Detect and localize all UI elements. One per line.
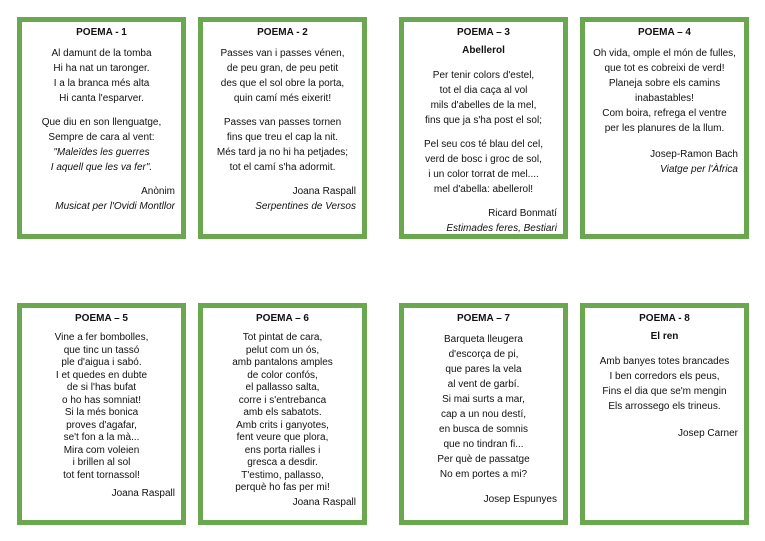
poem-stanza	[28, 332, 175, 482]
poem-title: POEMA – 6	[256, 313, 309, 324]
poem-title: POEMA – 3	[457, 27, 510, 38]
poem-line: Per què de passatge	[437, 454, 530, 465]
poem-line: o ho has somniat!	[62, 394, 141, 406]
poem-stanza	[591, 46, 738, 136]
poem-card-2	[198, 17, 367, 239]
poem-line: Com boira, refrega el ventre	[602, 108, 727, 119]
poem-line: Més tard ja no hi ha petjades;	[216, 147, 349, 158]
poem-stanza	[410, 332, 557, 482]
poem-line: Si la més bonica	[64, 407, 139, 418]
poem-card-7	[399, 303, 568, 525]
poem-line: de color confós,	[247, 369, 318, 381]
poem-line: Hi canta l'esparver.	[59, 93, 144, 104]
poem-line: Planeja sobre els camins	[608, 78, 721, 89]
poem-line: en busca de somnis	[439, 424, 528, 435]
poem-line: el pallasso salta,	[245, 382, 320, 393]
poem-line: Amb crits i ganyotes,	[236, 419, 329, 431]
poem-stanza	[209, 46, 356, 106]
poem-line: Vine a fer bombolles,	[54, 332, 149, 343]
poem-stanza	[410, 68, 557, 128]
poem-line: que tinc un tassó	[63, 344, 140, 356]
poem-line: d'escorça de pi,	[448, 349, 519, 360]
poem-stanza	[410, 137, 557, 197]
poem-line: Passes van passes tornen	[223, 117, 342, 128]
poem-title: POEMA - 2	[257, 27, 308, 38]
poem-line: I aquell que les va fer".	[50, 162, 153, 173]
poem-line: des que el sol obre la porta,	[220, 78, 345, 89]
poem-line: mel d'abella: abellerol!	[433, 184, 534, 195]
poem-card-5	[17, 303, 186, 525]
poem-line: Mira com voleien	[63, 444, 140, 456]
poem-line: No em portes a mi?	[439, 469, 528, 480]
poem-line: perquè ho fas per mi!	[235, 482, 330, 493]
poem-line: que no tindran fi...	[443, 439, 524, 450]
poem-line: cap a un nou destí,	[440, 409, 527, 420]
poem-author: Josep Espunyes	[483, 494, 557, 505]
poem-line: ens porta rialles i	[244, 444, 321, 456]
poem-subtitle: El ren	[650, 331, 679, 342]
poem-line: Els arrossego els trineus.	[608, 401, 721, 412]
poem-title: POEMA – 5	[75, 313, 128, 324]
poem-line: Fins el dia que se'm mengin	[602, 386, 727, 397]
poem-author: Josep-Ramon Bach	[650, 149, 738, 160]
poem-line: i brillen al sol	[72, 457, 131, 468]
poem-line: quin camí més eixerit!	[233, 93, 332, 104]
poem-line: Per tenir colors d'estel,	[432, 70, 535, 81]
poem-title: POEMA – 4	[638, 27, 691, 38]
poem-line: Tot pintat de cara,	[242, 332, 323, 343]
poem-line: Amb banyes totes brancades	[599, 356, 730, 367]
poem-line: al vent de garbí.	[447, 379, 520, 390]
poem-line: Passes van i passes vénen,	[220, 48, 345, 59]
poem-author: Anònim	[141, 186, 175, 197]
poem-stanza	[28, 115, 175, 175]
poem-line: Barqueta lleugera	[444, 334, 523, 345]
poem-line: tot fent tornassol!	[63, 469, 140, 481]
poem-source: Musicat per l'Ovidi Montllor	[55, 201, 175, 212]
poem-line: de peu gran, de peu petit	[226, 63, 339, 74]
poem-line: inabastables!	[635, 93, 694, 104]
poem-line: fent veure que plora,	[236, 432, 329, 443]
poem-line: Al damunt de la tomba	[51, 48, 152, 59]
poem-line: per les planures de la llum.	[604, 123, 725, 134]
poem-line: corre i s'entrebanca	[238, 394, 327, 406]
poem-source: Viatge per l'Àfrica	[660, 164, 738, 175]
poem-line: proves d'agafar,	[66, 419, 137, 431]
poem-line: Hi ha nat un taronger.	[53, 63, 150, 74]
poem-line: I ben corredors els peus,	[609, 371, 720, 382]
poem-author: Josep Carner	[677, 428, 738, 439]
poem-line: I a la branca més alta	[53, 78, 150, 89]
poem-line: "Maleïdes les guerres	[53, 147, 150, 158]
poem-author: Joana Raspall	[292, 496, 356, 508]
poem-line: pelut com un ós,	[245, 344, 320, 356]
poem-line: se't fon a la mà...	[63, 432, 140, 443]
poem-card-1	[17, 17, 186, 239]
poem-card-3	[399, 17, 568, 239]
poem-stanza	[591, 354, 738, 414]
poem-stanza	[28, 46, 175, 106]
poem-line: de si l'has bufat	[66, 382, 137, 393]
poem-card-6	[198, 303, 367, 525]
poem-line: amb pantalons amples	[232, 357, 333, 368]
poem-line: tot el camí s'ha adormit.	[229, 162, 336, 173]
poem-line: verd de bosc i groc de sol,	[425, 154, 542, 165]
poem-line: I et quedes en dubte	[55, 369, 148, 381]
poem-subtitle: Abellerol	[462, 45, 505, 56]
poem-title: POEMA - 1	[76, 27, 127, 38]
poem-line: ple d'aigua i sabó.	[61, 357, 142, 368]
poem-author: Ricard Bonmatí	[488, 208, 557, 219]
poem-line: Oh vida, omple el món de fulles,	[593, 48, 736, 59]
poem-line: gresca a desdir.	[247, 457, 318, 468]
poem-stanza	[209, 332, 356, 495]
poem-stanza	[209, 115, 356, 175]
poem-line: fins que treu el cap la nit.	[226, 132, 339, 143]
poem-line: Si mai surts a mar,	[442, 394, 525, 405]
poem-author: Joana Raspall	[292, 186, 356, 197]
poem-line: amb els sabatots.	[243, 407, 322, 418]
poem-card-4	[580, 17, 749, 239]
poem-line: Que diu en son llenguatge,	[41, 117, 162, 128]
poem-line: T'estimo, pallasso,	[241, 469, 324, 481]
poem-line: i un color torrat de mel....	[428, 169, 539, 180]
poem-author: Joana Raspall	[111, 488, 175, 499]
poem-line: tot el dia caça al vol	[439, 85, 528, 96]
poem-line: fins que ja s'ha post el sol;	[425, 115, 542, 126]
poem-title: POEMA – 7	[457, 313, 510, 324]
poem-line: mils d'abelles de la mel,	[430, 100, 537, 111]
poem-line: que tot es cobreixi de verd!	[604, 63, 725, 74]
poem-source: Estimades feres, Bestiari	[446, 223, 557, 234]
poem-card-8	[580, 303, 749, 525]
poem-line: Pel seu cos té blau del cel,	[424, 139, 543, 150]
poem-source: Serpentines de Versos	[255, 201, 356, 212]
poem-title: POEMA - 8	[639, 313, 690, 324]
poem-line: Sempre de cara al vent:	[48, 132, 155, 143]
poem-line: que pares la vela	[445, 364, 522, 375]
